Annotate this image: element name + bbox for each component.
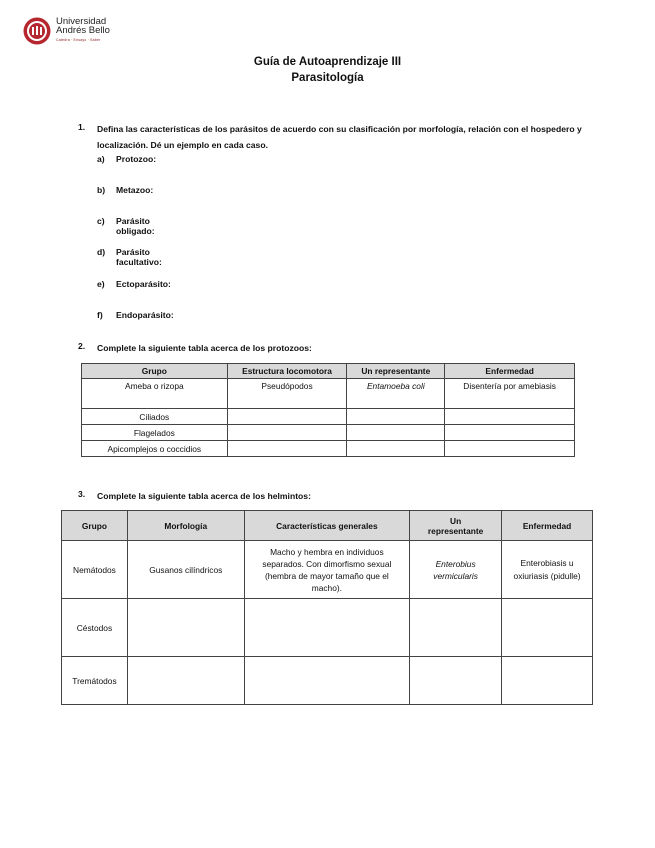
sub-item-label: Ectoparásito: [116,279,171,289]
table-cell: Ciliados [82,409,228,425]
table-cell: Enterobius vermicularis [410,541,502,599]
table-cell [445,425,575,441]
protozoa-table [81,363,575,457]
table-cell [127,657,244,705]
table-cell: Ameba o rizopa [82,379,228,409]
table-header-row [82,364,575,379]
table-row [82,379,575,409]
sub-item-letter: b) [97,185,106,195]
question-text: Complete la siguiente tabla acerca de los helmintos: [97,491,311,501]
table-row [82,409,575,425]
helminths-table [61,510,593,705]
document-subtitle: Parasitología [291,72,364,84]
table-cell [502,657,593,705]
sub-item-letter: a) [97,154,105,164]
sub-item-letter: f) [97,310,103,320]
table-cell [445,441,575,457]
university-seal-icon [22,16,52,46]
sub-item-label: Endoparásito: [116,310,174,320]
table-header-cell: Grupo [62,511,128,541]
question-number: 3. [78,489,86,499]
table-header-cell: Morfología [127,511,244,541]
document-header [0,54,655,86]
table-header-row [62,511,593,541]
table-cell [227,425,347,441]
table-cell [410,657,502,705]
table-cell: Nemátodos [62,541,128,599]
table-cell: Céstodos [62,599,128,657]
table-cell: Entamoeba coli [347,379,445,409]
table-cell [347,425,445,441]
table-cell [347,441,445,457]
table-cell: Tremátodos [62,657,128,705]
table-cell [410,599,502,657]
table-cell [127,599,244,657]
table-cell [244,657,410,705]
sub-item-letter: c) [97,216,105,226]
table-row [82,441,575,457]
table-cell [227,409,347,425]
sub-item-letter: d) [97,247,106,257]
question-text: Complete la siguiente tabla acerca de los protozoos: [97,343,312,353]
table-cell [502,599,593,657]
table-header-cell: Un representante [347,364,445,379]
table-header-cell: Características generales [244,511,410,541]
sub-item-letter: e) [97,279,105,289]
table-header-cell: Enfermedad [445,364,575,379]
logo-motto: Catedra · Ensayo · Saber [56,38,101,42]
table-cell: Apicomplejos o coccidios [82,441,228,457]
question-number: 2. [78,341,86,351]
table-cell [445,409,575,425]
university-logo [22,14,110,48]
table-header-cell: Grupo [82,364,228,379]
table-cell [347,409,445,425]
table-cell: Disentería por amebiasis [445,379,575,409]
table-cell: Macho y hembra en individuos separados. Con dimorfismo sexual (hembra de mayor tamaño que el macho). [244,541,410,599]
sub-item-label: Parásito obligado: [116,216,155,236]
table-row [62,599,593,657]
table-header-cell: Enfermedad [502,511,593,541]
table-cell: Pseudópodos [227,379,347,409]
question-text: Defina las características de los parásitos de acuerdo con su clasificación por morfología, relación con el hospedero y localización. Dé un ejemplo en cada caso. [97,124,582,150]
table-row [82,425,575,441]
table-cell: Flagelados [82,425,228,441]
question-number: 1. [78,122,86,132]
table-row [62,657,593,705]
table-cell: Enterobiasis u oxiuriasis (pidulle) [502,541,593,599]
table-cell [227,441,347,457]
table-row [62,541,593,599]
table-header-cell: Un representante [410,511,502,541]
table-header-cell: Estructura locomotora [227,364,347,379]
table-cell: Gusanos cilíndricos [127,541,244,599]
sub-item-label: Parásito facultativo: [116,247,162,267]
sub-item-label: Protozoo: [116,154,157,164]
table-cell [244,599,410,657]
document-title: Guía de Autoaprendizaje III [253,56,402,68]
sub-item-label: Metazoo: [116,185,154,195]
logo-name-line1: Universidad [56,16,107,27]
logo-name-line2: Andrés Bello [56,25,110,36]
